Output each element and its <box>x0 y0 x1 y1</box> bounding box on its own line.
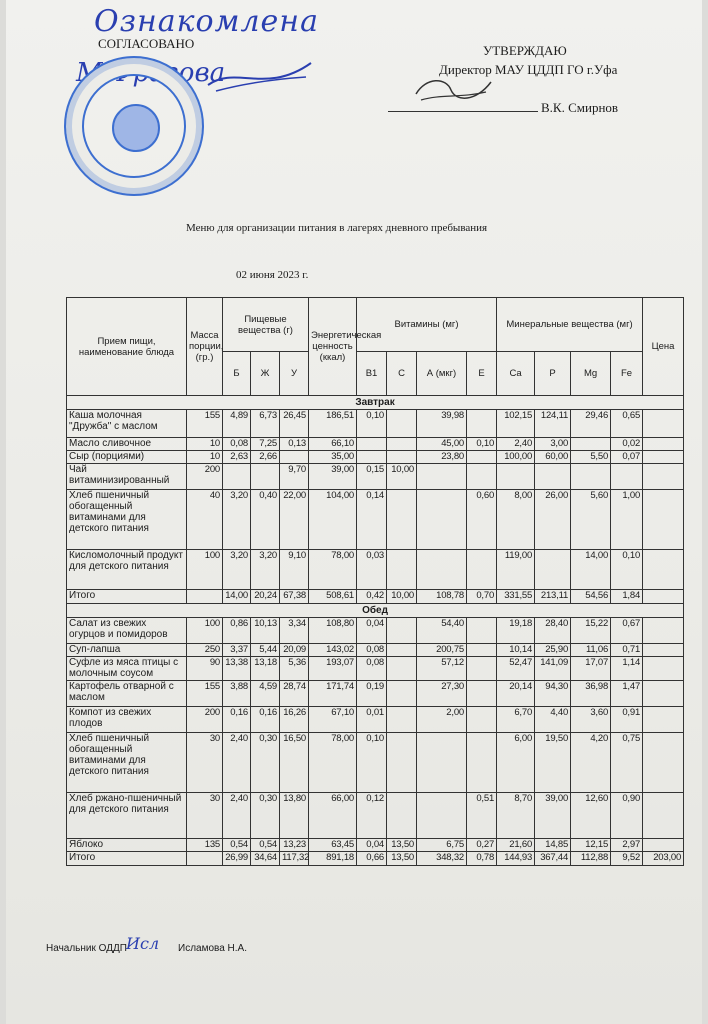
director-name: В.К. Смирнов <box>541 100 619 115</box>
total-row <box>67 590 684 604</box>
cell-value: 20,24 <box>251 590 280 604</box>
cell-value: 54,40 <box>417 618 467 644</box>
cell-value: 0,54 <box>223 839 251 852</box>
cell-value: 9,70 <box>280 464 309 490</box>
cell-value: 0,67 <box>611 618 643 644</box>
cell-value: 66,10 <box>309 438 357 451</box>
cell-value: 28,40 <box>535 618 571 644</box>
director-title: Директор МАУ ЦДДП ГО г.Уфа <box>439 62 618 77</box>
cell-value: 0,78 <box>467 852 497 866</box>
cell-value: 4,89 <box>223 410 251 438</box>
cell-value: 5,44 <box>251 644 280 657</box>
cell-value: 8,00 <box>497 490 535 550</box>
cell-value: 250 <box>187 644 223 657</box>
cell-value <box>535 550 571 590</box>
cell-value <box>467 618 497 644</box>
total-label: Итого <box>67 852 187 866</box>
cell-value: 45,00 <box>417 438 467 451</box>
section-lunch: Обед <box>67 604 684 618</box>
cell-value: 7,25 <box>251 438 280 451</box>
cell-value: 0,86 <box>223 618 251 644</box>
cell-value <box>387 681 417 707</box>
cell-value: 3,20 <box>223 490 251 550</box>
header-protein: Б <box>223 352 251 396</box>
cell-value: 0,19 <box>357 681 387 707</box>
cell-value: 2,00 <box>417 707 467 733</box>
cell-value: 1,84 <box>611 590 643 604</box>
cell-value <box>387 410 417 438</box>
cell-value: 119,00 <box>497 550 535 590</box>
dish-name: Салат из свежих огурцов и помидоров <box>67 618 187 644</box>
cell-value <box>467 644 497 657</box>
cell-value: 193,07 <box>309 657 357 681</box>
cell-value <box>280 451 309 464</box>
header-mg: Mg <box>571 352 611 396</box>
cell-value: 67,10 <box>309 707 357 733</box>
cell-value <box>417 793 467 839</box>
cell-value: 0,03 <box>357 550 387 590</box>
stamp-emblem <box>112 104 160 152</box>
cell-value: 0,10 <box>357 733 387 793</box>
cell-value <box>571 464 611 490</box>
cell-value <box>223 464 251 490</box>
cell-value: 26,99 <box>223 852 251 866</box>
dish-name: Суфле из мяса птицы с молочным соусом <box>67 657 187 681</box>
cell-value: 52,47 <box>497 657 535 681</box>
cell-value: 155 <box>187 681 223 707</box>
cell-value: 5,36 <box>280 657 309 681</box>
cell-value: 9,52 <box>611 852 643 866</box>
cell-value <box>643 618 684 644</box>
cell-value <box>417 490 467 550</box>
cell-value: 4,40 <box>535 707 571 733</box>
cell-value: 102,15 <box>497 410 535 438</box>
cell-value: 0,90 <box>611 793 643 839</box>
table-row <box>67 410 684 438</box>
cell-value: 112,88 <box>571 852 611 866</box>
table-row <box>67 464 684 490</box>
cell-value: 0,65 <box>611 410 643 438</box>
cell-value <box>387 657 417 681</box>
cell-value <box>643 464 684 490</box>
cell-value: 34,64 <box>251 852 280 866</box>
dish-name: Суп-лапша <box>67 644 187 657</box>
cell-value <box>387 438 417 451</box>
cell-value <box>357 451 387 464</box>
document-title: Меню для организации питания в лагерях дневного пребывания <box>186 222 488 234</box>
cell-value: 0,01 <box>357 707 387 733</box>
cell-value: 0,42 <box>357 590 387 604</box>
cell-value: 10,00 <box>387 464 417 490</box>
cell-value: 0,30 <box>251 793 280 839</box>
cell-value: 5,60 <box>571 490 611 550</box>
cell-value <box>467 707 497 733</box>
cell-value: 10,13 <box>251 618 280 644</box>
cell-value <box>251 464 280 490</box>
table-row <box>67 438 684 451</box>
cell-value: 26,00 <box>535 490 571 550</box>
cell-value <box>643 410 684 438</box>
cell-value: 100,00 <box>497 451 535 464</box>
cell-value: 40 <box>187 490 223 550</box>
cell-value: 0,66 <box>357 852 387 866</box>
cell-value <box>187 852 223 866</box>
cell-value: 135 <box>187 839 223 852</box>
cell-value: 144,93 <box>497 852 535 866</box>
cell-value: 54,56 <box>571 590 611 604</box>
cell-value: 213,11 <box>535 590 571 604</box>
cell-value: 78,00 <box>309 733 357 793</box>
cell-value <box>497 464 535 490</box>
cell-value: 15,22 <box>571 618 611 644</box>
header-energy: Энергетическая ценность (ккал) <box>309 298 357 396</box>
header-fe: Fe <box>611 352 643 396</box>
cell-value: 100 <box>187 618 223 644</box>
cell-value <box>643 438 684 451</box>
dish-name: Картофель отварной с маслом <box>67 681 187 707</box>
approve-label: УТВЕРЖДАЮ <box>483 43 567 58</box>
dish-name: Каша молочная "Дружба" с маслом <box>67 410 187 438</box>
cell-value <box>643 681 684 707</box>
cell-value: 13,38 <box>223 657 251 681</box>
cell-value: 3,20 <box>223 550 251 590</box>
cell-value <box>387 490 417 550</box>
cell-value: 104,00 <box>309 490 357 550</box>
dish-name: Сыр (порциями) <box>67 451 187 464</box>
cell-value: 2,40 <box>223 793 251 839</box>
handwritten-acknowledgement: Ознакомлена <box>94 4 319 39</box>
table-row <box>67 550 684 590</box>
cell-value: 8,70 <box>497 793 535 839</box>
cell-value <box>643 733 684 793</box>
total-label: Итого <box>67 590 187 604</box>
cell-value: 10 <box>187 438 223 451</box>
cell-value: 27,30 <box>417 681 467 707</box>
cell-value: 16,26 <box>280 707 309 733</box>
cell-value: 0,02 <box>611 438 643 451</box>
table-row <box>67 657 684 681</box>
cell-value: 0,16 <box>251 707 280 733</box>
header-meal: Прием пищи, наименование блюда <box>67 298 187 396</box>
cell-value <box>387 618 417 644</box>
cell-value: 0,10 <box>467 438 497 451</box>
dish-name: Кисломолочный продукт для детского питания <box>67 550 187 590</box>
header-ca: Ca <box>497 352 535 396</box>
cell-value: 30 <box>187 733 223 793</box>
header-e: Е <box>467 352 497 396</box>
cell-value: 3,34 <box>280 618 309 644</box>
dish-name: Хлеб пшеничный обогащенный витаминами для детского питания <box>67 490 187 550</box>
cell-value <box>417 550 467 590</box>
cell-value: 0,40 <box>251 490 280 550</box>
cell-value: 14,85 <box>535 839 571 852</box>
cell-value <box>643 657 684 681</box>
cell-value: 141,09 <box>535 657 571 681</box>
cell-value: 28,74 <box>280 681 309 707</box>
cell-value: 10,14 <box>497 644 535 657</box>
header-minerals: Минеральные вещества (мг) <box>497 298 643 352</box>
footer-signature: Исл <box>126 934 160 953</box>
cell-value <box>643 490 684 550</box>
table-row <box>67 733 684 793</box>
header-carbs: У <box>280 352 309 396</box>
cell-value: 9,10 <box>280 550 309 590</box>
cell-value: 2,66 <box>251 451 280 464</box>
cell-value: 124,11 <box>535 410 571 438</box>
cell-value: 5,50 <box>571 451 611 464</box>
cell-value: 0,91 <box>611 707 643 733</box>
cell-value: 2,97 <box>611 839 643 852</box>
table-row <box>67 707 684 733</box>
cell-value: 0,16 <box>223 707 251 733</box>
cell-value: 200,75 <box>417 644 467 657</box>
cell-value: 2,63 <box>223 451 251 464</box>
cell-value: 20,09 <box>280 644 309 657</box>
header-p: P <box>535 352 571 396</box>
dish-name: Чай витаминизированный <box>67 464 187 490</box>
section-breakfast: Завтрак <box>67 396 684 410</box>
cell-value: 4,59 <box>251 681 280 707</box>
cell-value <box>643 644 684 657</box>
header-c: С <box>387 352 417 396</box>
cell-value: 0,07 <box>611 451 643 464</box>
cell-value: 367,44 <box>535 852 571 866</box>
cell-value: 203,00 <box>643 852 684 866</box>
cell-value <box>611 464 643 490</box>
header-mass: Масса порции, (гр.) <box>187 298 223 396</box>
cell-value: 3,00 <box>535 438 571 451</box>
cell-value: 39,98 <box>417 410 467 438</box>
cell-value: 6,70 <box>497 707 535 733</box>
cell-value <box>643 550 684 590</box>
approved-label: СОГЛАСОВАНО <box>98 36 195 51</box>
cell-value: 12,15 <box>571 839 611 852</box>
cell-value: 0,54 <box>251 839 280 852</box>
cell-value: 57,12 <box>417 657 467 681</box>
cell-value: 36,98 <box>571 681 611 707</box>
cell-value <box>467 410 497 438</box>
cell-value: 16,50 <box>280 733 309 793</box>
cell-value: 14,00 <box>223 590 251 604</box>
cell-value: 0,15 <box>357 464 387 490</box>
header-fat: Ж <box>251 352 280 396</box>
handwritten-signature-left: М.Фразова <box>76 58 226 88</box>
cell-value: 0,70 <box>467 590 497 604</box>
document-page <box>6 0 702 1024</box>
header-b1: В1 <box>357 352 387 396</box>
cell-value <box>417 464 467 490</box>
cell-value: 66,00 <box>309 793 357 839</box>
cell-value: 26,45 <box>280 410 309 438</box>
cell-value: 13,50 <box>387 852 417 866</box>
cell-value: 11,06 <box>571 644 611 657</box>
cell-value <box>387 733 417 793</box>
table-row <box>67 451 684 464</box>
cell-value: 10,00 <box>387 590 417 604</box>
cell-value: 2,40 <box>497 438 535 451</box>
header-price: Цена <box>643 298 684 396</box>
header-a: А (мкг) <box>417 352 467 396</box>
footer-position: Начальник ОДДП <box>46 943 127 954</box>
cell-value: 21,60 <box>497 839 535 852</box>
cell-value: 13,50 <box>387 839 417 852</box>
cell-value: 3,37 <box>223 644 251 657</box>
cell-value <box>187 590 223 604</box>
cell-value: 94,30 <box>535 681 571 707</box>
cell-value: 90 <box>187 657 223 681</box>
cell-value: 331,55 <box>497 590 535 604</box>
cell-value <box>357 438 387 451</box>
cell-value: 200 <box>187 464 223 490</box>
cell-value: 2,40 <box>223 733 251 793</box>
cell-value <box>643 590 684 604</box>
cell-value: 0,08 <box>357 657 387 681</box>
cell-value: 186,51 <box>309 410 357 438</box>
cell-value <box>387 793 417 839</box>
cell-value: 0,04 <box>357 618 387 644</box>
cell-value: 1,47 <box>611 681 643 707</box>
cell-value: 19,50 <box>535 733 571 793</box>
cell-value: 13,18 <box>251 657 280 681</box>
cell-value: 60,00 <box>535 451 571 464</box>
cell-value <box>387 550 417 590</box>
cell-value: 0,30 <box>251 733 280 793</box>
cell-value <box>535 464 571 490</box>
cell-value <box>643 707 684 733</box>
cell-value: 10 <box>187 451 223 464</box>
cell-value: 22,00 <box>280 490 309 550</box>
cell-value: 3,88 <box>223 681 251 707</box>
menu-table <box>66 297 684 866</box>
cell-value: 0,10 <box>611 550 643 590</box>
cell-value: 4,20 <box>571 733 611 793</box>
cell-value: 39,00 <box>309 464 357 490</box>
cell-value: 78,00 <box>309 550 357 590</box>
cell-value: 6,75 <box>417 839 467 852</box>
cell-value <box>467 451 497 464</box>
menu-table-body <box>67 396 684 866</box>
cell-value: 13,80 <box>280 793 309 839</box>
cell-value: 348,32 <box>417 852 467 866</box>
table-row <box>67 793 684 839</box>
cell-value: 0,60 <box>467 490 497 550</box>
cell-value: 14,00 <box>571 550 611 590</box>
document-date: 02 июня 2023 г. <box>236 269 309 281</box>
cell-value: 25,90 <box>535 644 571 657</box>
footer-name: Исламова Н.А. <box>178 943 248 954</box>
cell-value: 508,61 <box>309 590 357 604</box>
cell-value <box>387 707 417 733</box>
cell-value: 0,08 <box>357 644 387 657</box>
table-row <box>67 644 684 657</box>
cell-value <box>467 733 497 793</box>
cell-value: 0,51 <box>467 793 497 839</box>
table-row <box>67 618 684 644</box>
cell-value: 0,12 <box>357 793 387 839</box>
cell-value <box>467 681 497 707</box>
director-signature <box>406 72 496 112</box>
cell-value: 20,14 <box>497 681 535 707</box>
cell-value: 155 <box>187 410 223 438</box>
cell-value: 63,45 <box>309 839 357 852</box>
cell-value <box>387 451 417 464</box>
cell-value: 0,27 <box>467 839 497 852</box>
cell-value: 0,71 <box>611 644 643 657</box>
cell-value: 39,00 <box>535 793 571 839</box>
cell-value: 35,00 <box>309 451 357 464</box>
cell-value: 0,13 <box>280 438 309 451</box>
cell-value: 1,00 <box>611 490 643 550</box>
header-nutrients: Пищевые вещества (г) <box>223 298 309 352</box>
table-row <box>67 839 684 852</box>
cell-value: 3,60 <box>571 707 611 733</box>
cell-value <box>467 550 497 590</box>
cell-value: 29,46 <box>571 410 611 438</box>
table-row <box>67 681 684 707</box>
cell-value <box>643 451 684 464</box>
cell-value: 100 <box>187 550 223 590</box>
cell-value: 143,02 <box>309 644 357 657</box>
total-row <box>67 852 684 866</box>
cell-value: 0,75 <box>611 733 643 793</box>
dish-name: Яблоко <box>67 839 187 852</box>
cell-value: 0,14 <box>357 490 387 550</box>
dish-name: Компот из свежих плодов <box>67 707 187 733</box>
cell-value <box>417 733 467 793</box>
dish-name: Хлеб пшеничный обогащенный витаминами для детского питания <box>67 733 187 793</box>
cell-value: 30 <box>187 793 223 839</box>
dish-name: Хлеб ржано-пшеничный для детского питания <box>67 793 187 839</box>
cell-value: 108,78 <box>417 590 467 604</box>
dish-name: Масло сливочное <box>67 438 187 451</box>
cell-value: 200 <box>187 707 223 733</box>
header-vitamins: Витамины (мг) <box>357 298 497 352</box>
cell-value <box>467 657 497 681</box>
cell-value: 1,14 <box>611 657 643 681</box>
cell-value: 3,20 <box>251 550 280 590</box>
cell-value: 171,74 <box>309 681 357 707</box>
cell-value: 23,80 <box>417 451 467 464</box>
cell-value: 19,18 <box>497 618 535 644</box>
cell-value: 891,18 <box>309 852 357 866</box>
signature-flourish-left <box>206 55 316 95</box>
cell-value: 108,80 <box>309 618 357 644</box>
cell-value: 0,04 <box>357 839 387 852</box>
signature-line <box>388 111 538 112</box>
cell-value: 6,73 <box>251 410 280 438</box>
cell-value: 6,00 <box>497 733 535 793</box>
cell-value <box>643 793 684 839</box>
cell-value: 117,32 <box>280 852 309 866</box>
cell-value <box>387 644 417 657</box>
cell-value: 13,23 <box>280 839 309 852</box>
cell-value: 0,08 <box>223 438 251 451</box>
cell-value: 67,38 <box>280 590 309 604</box>
cell-value: 0,10 <box>357 410 387 438</box>
cell-value <box>643 839 684 852</box>
cell-value <box>571 438 611 451</box>
cell-value <box>467 464 497 490</box>
table-row <box>67 490 684 550</box>
cell-value: 17,07 <box>571 657 611 681</box>
cell-value: 12,60 <box>571 793 611 839</box>
official-stamp <box>64 56 204 196</box>
